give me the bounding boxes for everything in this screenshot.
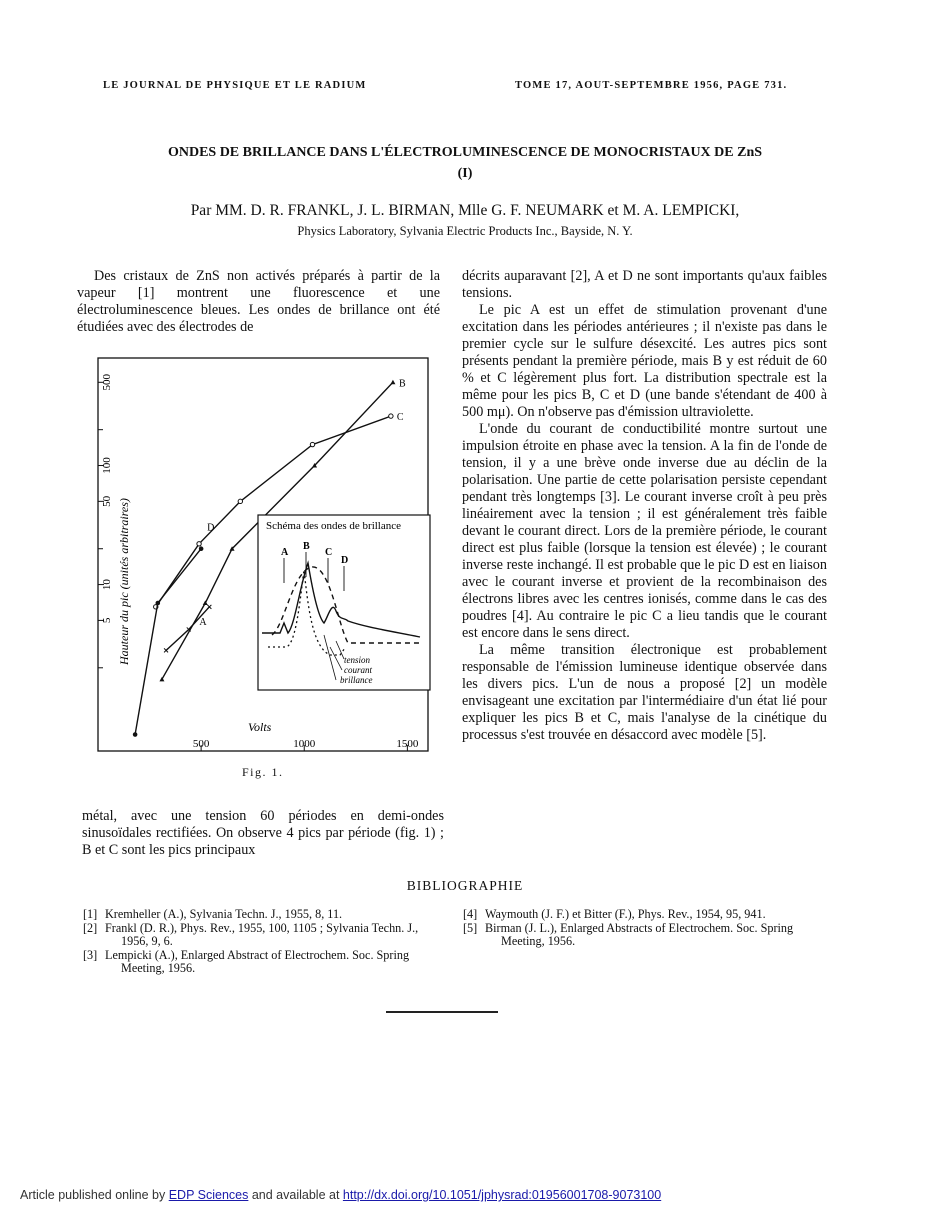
point-B xyxy=(203,601,208,606)
series-label-C: C xyxy=(396,412,404,424)
y-tick-label: 100 xyxy=(101,457,113,474)
bibliography-left xyxy=(83,908,445,976)
legend-brillance: brillance xyxy=(340,675,373,685)
reference-5: [5] Birman (J. L.), Enlarged Abstracts of Electrochem. Soc. Spring Meeting, 1956. xyxy=(463,920,794,948)
y-tick-label: 50 xyxy=(101,495,113,507)
footer-middle: and available at xyxy=(248,1188,343,1202)
point-C xyxy=(197,542,201,546)
paragraph-intro: Des cristaux de ZnS non activés préparés à partir de la vapeur [1] montrent une fluorescence et une électroluminescence bleues. Les ondes de brillance ont été étudiées avec des électrodes de xyxy=(77,268,440,335)
right-column xyxy=(462,268,827,744)
end-rule xyxy=(386,1011,498,1013)
point-C xyxy=(238,499,242,503)
y-axis-label: Hauteur du pic (unités arbitraires) xyxy=(117,498,131,665)
point-D xyxy=(156,601,161,606)
article-title: ONDES DE BRILLANCE DANS L'ÉLECTROLUMINESCENCE DE MONOCRISTAUX DE ZnS xyxy=(167,145,763,160)
inset-schematic xyxy=(258,515,430,690)
affiliation: Physics Laboratory, Sylvania Electric Products Inc., Bayside, N. Y. xyxy=(297,224,633,238)
inset-peak-label: A xyxy=(281,547,289,558)
bibliography-right xyxy=(463,908,829,949)
footer xyxy=(20,1188,661,1202)
x-axis-label: Volts xyxy=(248,720,272,734)
x-tick-label: 1000 xyxy=(293,738,316,750)
reference-2: [2] Frankl (D. R.), Phys. Rev., 1955, 100, 1105 ; Sylvania Techn. J., 1956, 9, 6. xyxy=(83,920,419,948)
point-B xyxy=(390,380,395,385)
point-A xyxy=(207,605,211,609)
journal-name: LE JOURNAL DE PHYSIQUE ET LE RADIUM xyxy=(103,80,367,91)
publisher-link[interactable]: EDP Sciences xyxy=(168,1188,249,1202)
article-title-part: (I) xyxy=(457,166,473,181)
inset-peak-label: C xyxy=(325,547,333,558)
point-D xyxy=(133,732,138,737)
reference-3: [3] Lempicki (A.), Enlarged Abstract of Electrochem. Soc. Spring Meeting, 1956. xyxy=(83,947,410,975)
issue-info: TOME 17, AOUT-SEPTEMBRE 1956, PAGE 731. xyxy=(515,80,788,91)
point-D xyxy=(199,546,204,551)
figure-1 xyxy=(90,355,435,755)
reference-4: [4] Waymouth (J. F.) et Bitter (F.), Phys. Rev., 1954, 95, 941. xyxy=(463,907,766,921)
point-C xyxy=(389,414,393,418)
reference-1: [1] Kremheller (A.), Sylvania Techn. J., 1955, 8, 11. xyxy=(83,907,343,921)
paragraph-1: décrits auparavant [2], A et D ne sont importants qu'aux faibles tensions. xyxy=(462,268,827,301)
peak-height-chart xyxy=(90,355,435,755)
y-tick-label: 5 xyxy=(101,617,113,624)
series-label-D: D xyxy=(207,522,215,534)
inset-title: Schéma des ondes de brillance xyxy=(266,520,402,532)
legend-tension: tension xyxy=(344,655,370,665)
y-tick-label: 500 xyxy=(101,374,113,391)
paragraph-3: L'onde du courant de conductibilité montre surtout une impulsion étroite en phase avec la tension. A la fin de l'onde de tension, il y a une brève onde inverse due au déclin de la polarisation. Une partie de cette polarisation persiste cependant pendant très longtemps [3]. Le courant inverse croît à peu près linéairement avec la tension ; il est généralement très faible devant le courant direct. Lors de la première période, le courant direct est plus faible (lorsque la tension est élevée) ; le courant inverse reste inchangé. Il est probable que le pic D est en liaison avec le courant inverse et provient de la recombinaison des électrons libres avec les centres ionisés, comme dans le cas des poudres [4]. Au contraire le pic C a lieu tandis que le courant est encore dans le sens direct. xyxy=(462,421,827,641)
point-A xyxy=(164,648,168,652)
left-column-bottom xyxy=(82,808,444,859)
figure-caption: Fig. 1. xyxy=(242,765,284,779)
series-label-B: B xyxy=(398,378,406,390)
x-tick-label: 500 xyxy=(192,738,210,750)
inset-peak-label: B xyxy=(303,541,310,552)
author-list: Par MM. D. R. FRANKL, J. L. BIRMAN, Mlle G. F. NEUMARK et M. A. LEMPICKI, xyxy=(190,202,740,219)
y-tick-label: 10 xyxy=(101,579,113,591)
footer-prefix: Article published online by xyxy=(20,1188,169,1202)
x-tick-label: 1500 xyxy=(396,738,419,750)
left-column-top xyxy=(77,268,440,336)
series-line-D xyxy=(135,549,201,735)
paragraph-2: Le pic A est un effet de stimulation provenant d'une excitation dans les périodes antérieures ; il n'existe pas dans le premier cycle sur le sulfure désexcité. Les autres pics sont présents pendant la première période, mais B y est réduit de 60 % et C légèrement plus fort. La distribution spectrale est la même pour les pics B, C et D (une bande s'étendant de 400 à 500 mμ). On n'observe pas d'émission ultraviolette. xyxy=(462,302,827,420)
paragraph-continued: métal, avec une tension 60 périodes en demi-ondes sinusoïdales rectifiées. On observe 4 pics par période (fig. 1) ; B et C sont les pics principaux xyxy=(82,808,444,858)
point-C xyxy=(310,442,314,446)
bibliography-title: BIBLIOGRAPHIE xyxy=(406,878,524,893)
doi-link[interactable]: http://dx.doi.org/10.1051/jphysrad:01956001708-9073100 xyxy=(342,1188,662,1202)
series-label-A: A xyxy=(199,616,207,628)
inset-peak-label: D xyxy=(341,555,349,566)
paragraph-4: La même transition électronique est probablement responsable de l'émission lumineuse identique observée dans les divers pics. L'un de nous a proposé [2] un modèle envisageant une excitation par l'intermédiaire d'un état lié pour expliquer les pics B et C, mais l'analyse de la cinétique du processus s'est trouvée en désaccord avec modèle [5]. xyxy=(462,642,827,743)
legend-courant: courant xyxy=(344,665,372,675)
